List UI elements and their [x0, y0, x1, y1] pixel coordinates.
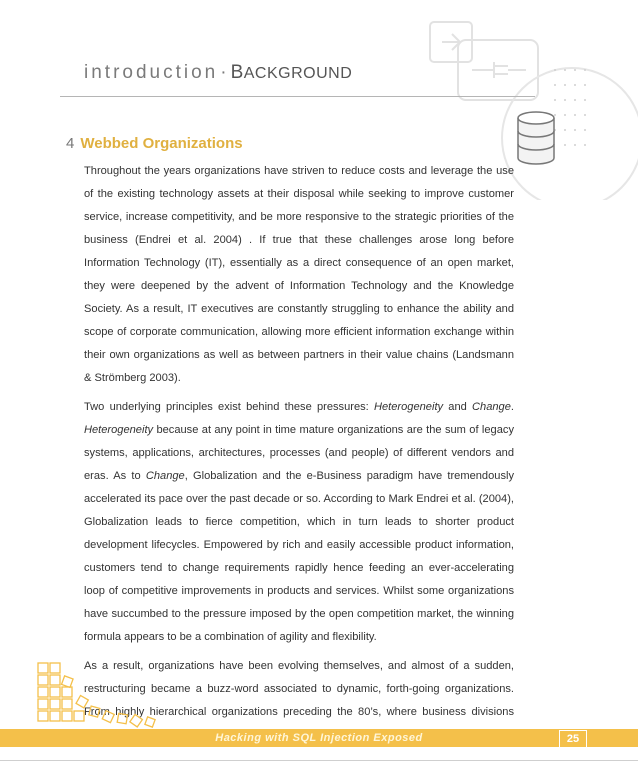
section-number: 4: [66, 135, 75, 152]
plug-box-icon: [458, 40, 538, 100]
header-separator: ·: [220, 62, 227, 83]
paragraph-2-part: because at any point in time mature organizations are the sum of legacy systems, applications, architectures, processes (and people) of different vendors and eras. As to: [84, 424, 514, 482]
dot-grid: [554, 69, 586, 146]
arrow-box-icon: [430, 22, 472, 62]
footer-book-title: Hacking with SQL Injection Exposed: [215, 732, 423, 744]
paragraph-1: Throughout the years organizations have striven to reduce costs and leverage the use of the existing technology assets at their disposal while seeking to improve customer service, increase competitivity, and be more responsive to the strategic priorities of the business (Endrei et al. 2004) . If true that these challenges arose long before Information Technology (IT), essentially as a direct consequence of an open market, they were deepened by the advent of Information Technology and the Knowledge Society. As a result, IT executives are constantly struggling to enhance the ability and scope of corporate communication, allowing more efficient information exchange within their own organizations as well as between partners in their value chains (Landsmann & Strömberg 2003).: [84, 165, 514, 384]
term-change: Change: [145, 470, 185, 482]
term-heterogeneity: Heterogeneity: [374, 401, 444, 413]
paragraph-2-part: .: [510, 401, 514, 413]
header-chapter: [230, 62, 353, 83]
term-heterogeneity: Heterogeneity: [84, 424, 154, 436]
paragraph-2-part: Two underlying principles exist behind these pressures:: [84, 401, 374, 413]
header-chapter-initial: B: [230, 62, 244, 83]
term-change: Change: [472, 401, 511, 413]
squares-decoration: [0, 0, 160, 779]
paragraph-2-part: and: [443, 401, 473, 413]
paragraph-2-part: , Globalization and the e-Business paradigm have tremendously accelerated its pace over the past decade or so. According to Mark Endrei et al. (2004), Globalization leads to fierce competition, which in turn leads to shorter product development lifecycles. Empowered by rich and easily accessible product information, customers tend to change requirements rapidly hence feeding an ever-accelerating loop of competitive improvements in products and services. Whilst some organizations have succumbed to the pressure imposed by the open competition market, the winning formula appears to be a combination of agility and flexibility.: [84, 470, 514, 643]
section-title: Webbed Organizations: [80, 135, 243, 152]
header-section-word: introduction: [84, 62, 219, 83]
paragraph-3: As a result, organizations have been evolving themselves, and almost of a sudden, restructuring became a buzz-word associated to dynamic, forth-going organizations. From highly hierarchical organizations preceding the 80’s, where business divisions: [84, 660, 514, 718]
footer-rule: [0, 760, 638, 761]
page-number: 25: [559, 730, 587, 748]
header-chapter-rest: ACKGROUND: [243, 65, 353, 82]
database-icon: [518, 112, 554, 164]
